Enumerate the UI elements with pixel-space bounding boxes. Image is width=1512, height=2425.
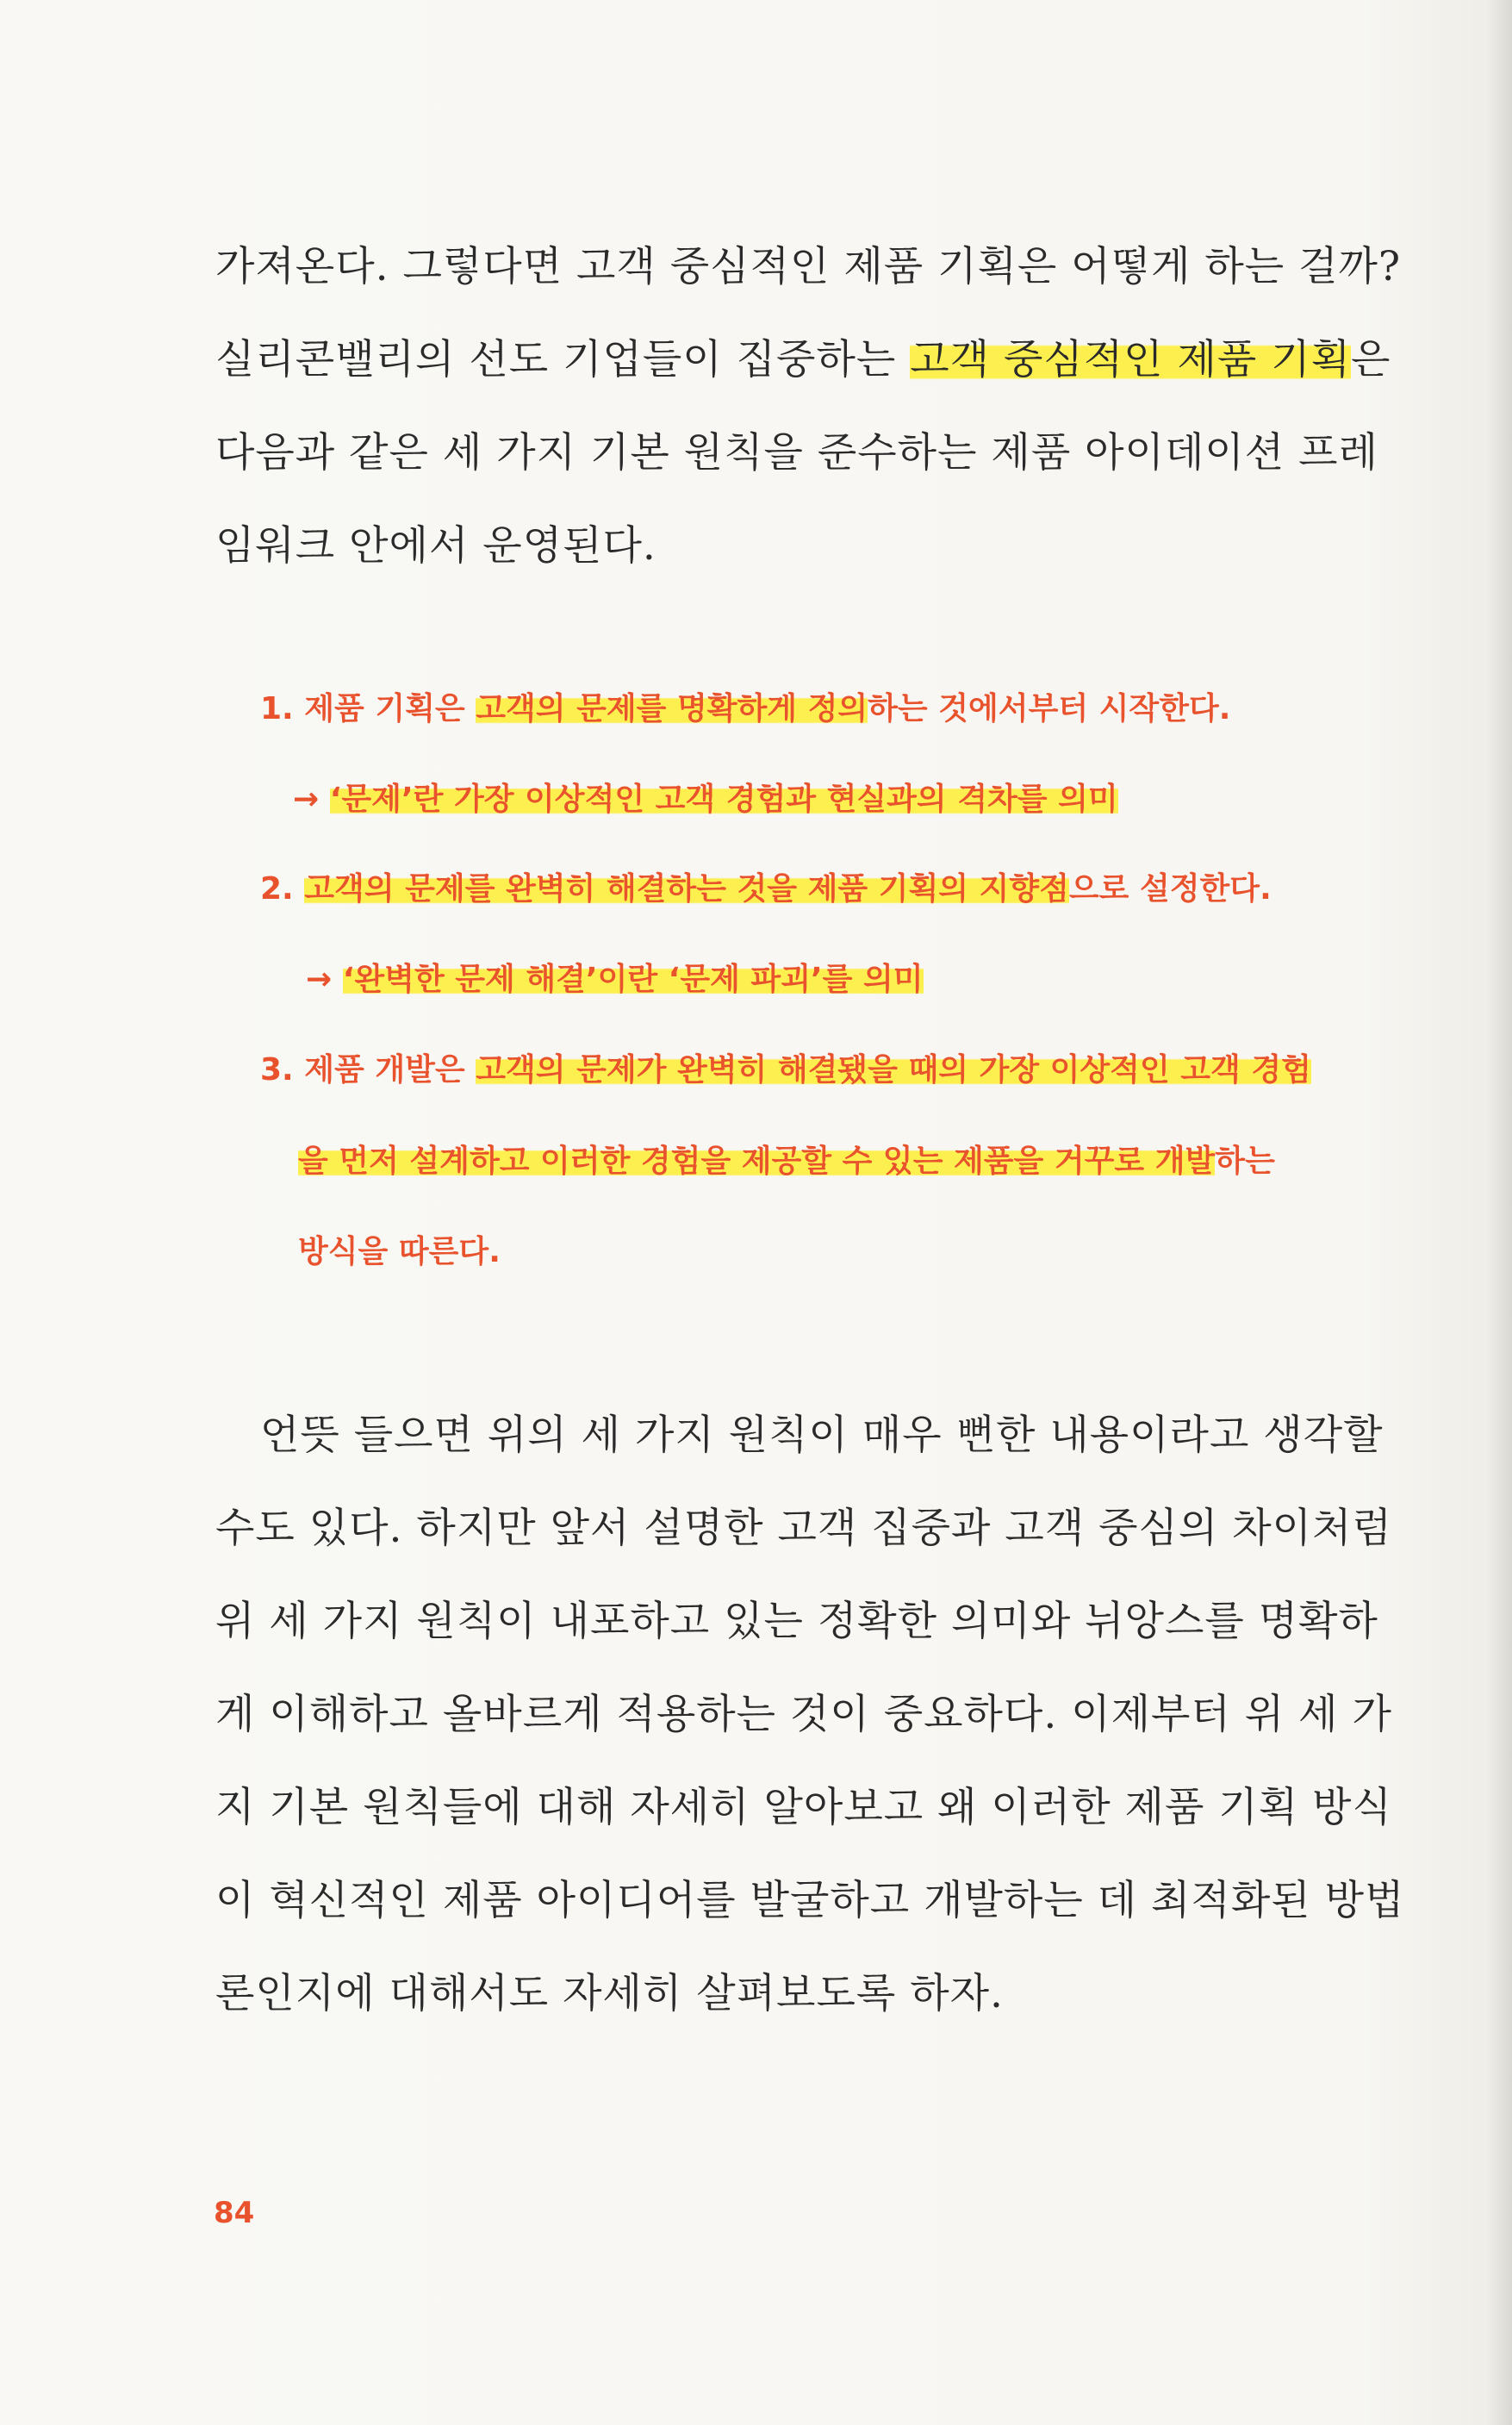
principle-number: 2. — [260, 871, 294, 907]
body-line-6: 이 혁신적인 제품 아이디어를 발굴하고 개발하는 데 최적화된 방법 — [215, 1877, 1405, 1924]
principle-1: 1. 제품 기획은 고객의 문제를 명확하게 정의하는 것에서부터 시작한다. — [260, 691, 1231, 726]
highlighted-phrase: ‘문제’란 가장 이상적인 고객 경험과 현실과의 격차를 의미 — [329, 782, 1118, 817]
highlighted-phrase: ‘완벽한 문제 해결’이란 ‘문제 파괴’를 의미 — [342, 962, 924, 997]
arrow-icon: → — [293, 782, 320, 817]
body-line-2: 수도 있다. 하지만 앞서 설명한 고객 집중과 고객 중심의 차이처럼 — [215, 1505, 1392, 1552]
highlighted-phrase: 고객 중심적인 제품 기획 — [910, 336, 1352, 383]
intro-line-4: 임워크 안에서 운영된다. — [215, 522, 656, 570]
principle-3: 3. 제품 개발은 고객의 문제가 완벽히 해결됐을 때의 가장 이상적인 고객 경험 — [260, 1052, 1311, 1088]
intro-line-3: 다음과 같은 세 가지 기본 원칙을 준수하는 제품 아이데이션 프레 — [215, 429, 1378, 477]
page-number: 84 — [214, 2196, 255, 2230]
body-line-7: 론인지에 대해서도 자세히 살펴보도록 하자. — [215, 1970, 1004, 2017]
principle-3-line-3: 방식을 따른다. — [298, 1234, 501, 1269]
principle-3-line-2: 을 먼저 설계하고 이러한 경험을 제공할 수 있는 제품을 거꾸로 개발하는 — [298, 1144, 1275, 1179]
intro-line-2: 실리콘밸리의 선도 기업들이 집중하는 고객 중심적인 제품 기획은 — [215, 336, 1391, 383]
body-line-5: 지 기본 원칙들에 대해 자세히 알아보고 왜 이러한 제품 기획 방식 — [215, 1784, 1392, 1831]
page-binding-shadow — [1486, 0, 1512, 2425]
principle-number: 3. — [260, 1052, 294, 1088]
highlighted-phrase: 고객의 문제를 완벽히 해결하는 것을 제품 기획의 지향점 — [304, 871, 1069, 907]
arrow-icon: → — [306, 962, 333, 997]
highlighted-phrase: 고객의 문제를 명확하게 정의 — [476, 691, 868, 726]
principle-2: 2. 고객의 문제를 완벽히 해결하는 것을 제품 기획의 지향점으로 설정한다. — [260, 871, 1272, 907]
principle-1-note — [293, 778, 1118, 821]
intro-line-1: 가져온다. 그렇다면 고객 중심적인 제품 기획은 어떻게 하는 걸까? — [215, 243, 1402, 290]
highlighted-phrase: 고객의 문제가 완벽히 해결됐을 때의 가장 이상적인 고객 경험 — [476, 1052, 1311, 1088]
principle-number: 1. — [260, 691, 294, 726]
body-line-3: 위 세 가지 원칙이 내포하고 있는 정확한 의미와 뉘앙스를 명확하 — [215, 1598, 1378, 1645]
highlighted-phrase: 을 먼저 설계하고 이러한 경험을 제공할 수 있는 제품을 거꾸로 개발 — [298, 1144, 1216, 1179]
principle-2-note — [306, 958, 924, 1001]
body-line-1: 언뜻 들으면 위의 세 가지 원칙이 매우 뻔한 내용이라고 생각할 — [260, 1412, 1384, 1459]
body-line-4: 게 이해하고 올바르게 적용하는 것이 중요하다. 이제부터 위 세 가 — [215, 1691, 1392, 1738]
